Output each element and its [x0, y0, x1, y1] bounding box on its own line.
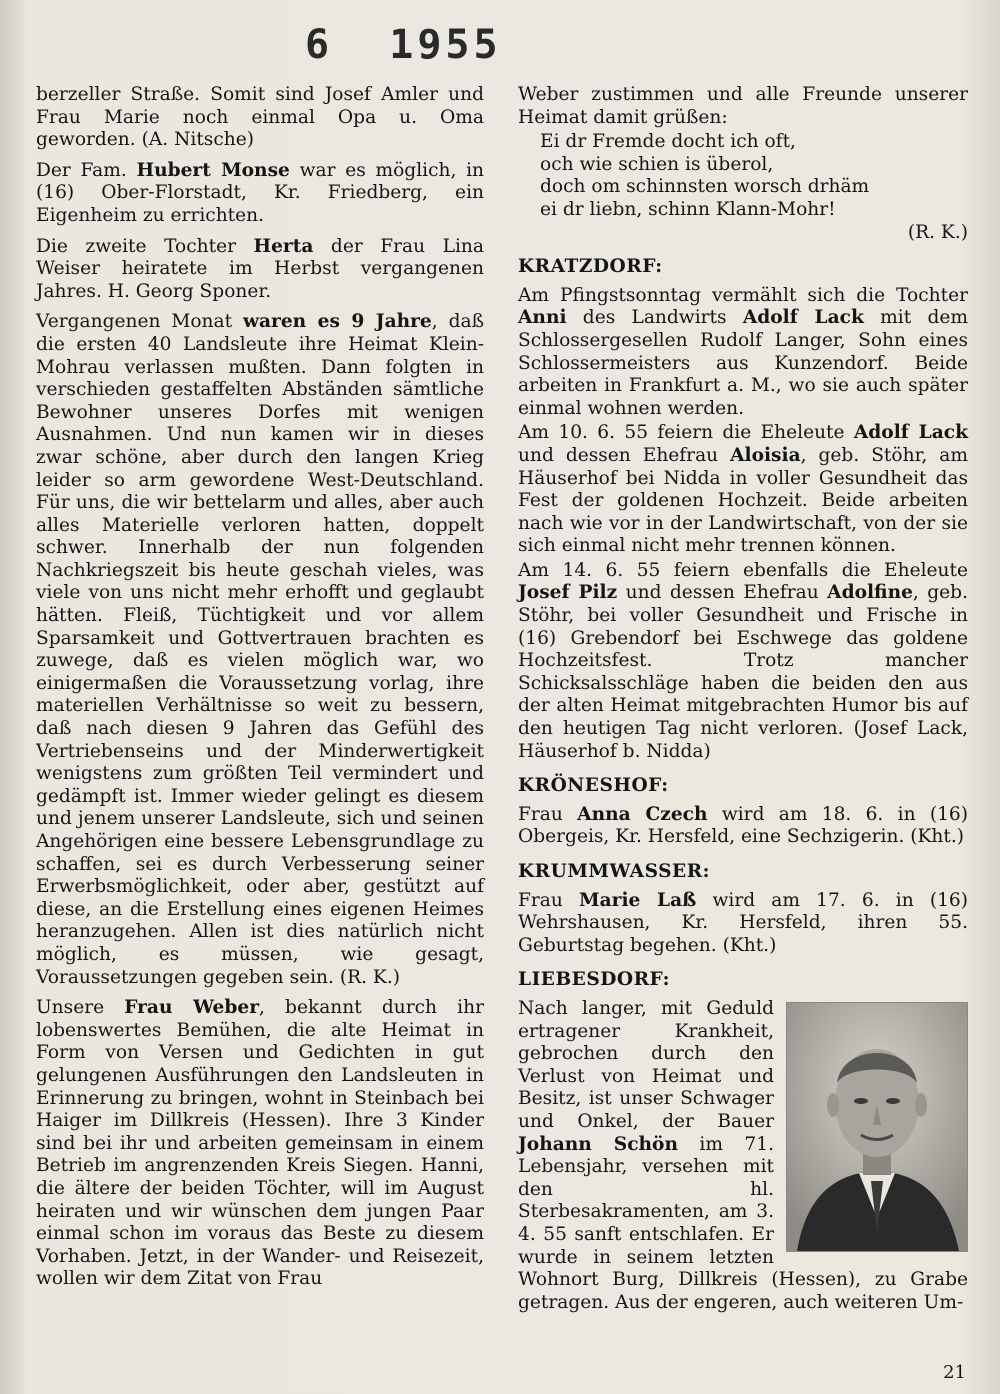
poem	[540, 131, 968, 221]
paragraph-kroeneshof: Frau Anna Czech wird am 18. 6. in (16) Obergeis, Kr. Hersfeld, eine Sechzigerin. (Kht.)	[518, 803, 969, 848]
page-number: 21	[943, 1362, 966, 1383]
paragraph-neun-jahre: Vergangenen Monat waren es 9 Jahre, daß die ersten 40 Landsleute ihre Heimat Klein-Mohrau verlassen mußten. Dann folgten in verschieden gestaffelten Abständen sämtliche Bewohner unseres Dorfes mit wenigen Ausnahmen. Und nun kamen wir in dieses zwar schöne, aber durch den langen Krieg leider so arm gewordene West-Deutschland. Für uns, die wir bettelarm und alles, aber auch alles Materielle verloren hatten, doppelt schwer. Innerhalb der nun folgenden Nachkriegszeit bis heute geschah vieles, was viele von uns nicht mehr erhofft und geglaubt hätten. Fleiß, Tüchtigkeit und vor allem Sparsamkeit und Gottvertrauen brachten es zuwege, daß es vielen möglich war, wo einigermaßen die Voraussetzung vorlag, ihre materiellen Verhältnisse so weit zu bessern, daß nach diesen 9 Jahren das Gefühl des Vertriebenseins und der Minderwertigkeit wenigstens zum größten Teil vermindert und gedämpft ist. Immer wieder gelingt es diesem und jenem unserer Landsleute, sich und seinen Angehörigen eine bessere Lebensgrundlage zu schaffen, sei es durch Verbesserung seiner Erwerbsmöglichkeit, oder aber, gestützt auf diese, an die Erstellung eines eigenen Heimes heranzugehen. Allen ist dies natürlich nicht möglich, es müssen, wie gesagt, Voraussetzungen gegeben sein. (R. K.)	[36, 311, 484, 988]
poem-line: ei dr liebn, schinn Klann-Mohr!	[540, 198, 836, 220]
paragraph-kratzdorf-2: Am 10. 6. 55 feiern die Eheleute Adolf Lack und dessen Ehefrau Aloisia, geb. Stöhr, am Häuserhof bei Nidda in voller Gesundheit das Fest der goldenen Hochzeit. Beide arbeiten nach wie vor in der Landwirtschaft, von der sie sich einmal nicht mehr trennen können.	[518, 422, 969, 557]
header-number: 6	[305, 22, 334, 68]
poem-line: doch om schinnsten worsch drhäm	[540, 176, 870, 198]
heading-krummwasser: KRUMMWASSER:	[518, 861, 711, 882]
heading-liebesdorf: LIEBESDORF:	[518, 969, 670, 991]
poem-line: Ei dr Fremde docht ich oft,	[540, 131, 796, 153]
portrait-photo	[786, 1002, 968, 1252]
poem-line: och wie schien is überol,	[540, 153, 774, 175]
paragraph-krummwasser: Frau Marie Laß wird am 17. 6. in (16) Wehrshausen, Kr. Hersfeld, ihren 55. Geburtstag begehen. (Kht.)	[518, 889, 969, 956]
heading-kratzdorf: KRATZDORF:	[518, 256, 663, 278]
paragraph-amler: berzeller Straße. Somit sind Josef Amler und Frau Marie noch einmal Opa u. Oma geworden. (A. Nitsche)	[36, 84, 484, 151]
paragraph-monse: Der Fam. Hubert Monse war es möglich, in (16) Ober-Florstadt, Kr. Friedberg, ein Eigenheim zu errichten.	[36, 159, 485, 226]
paragraph-kratzdorf-1: Am Pfingstsonntag vermählt sich die Tochter Anni des Landwirts Adolf Lack mit dem Schlossergesellen Rudolf Langer, Sohn eines Schlossermeisters aus Kunzendorf. Beide arbeiten in Frankfurt a. M., wo sie auch später einmal wohnen werden.	[518, 284, 968, 419]
left-column	[36, 84, 484, 1299]
paragraph-weber-intro: Weber zustimmen und alle Freunde unserer Heimat damit grüßen:	[518, 84, 968, 128]
paragraph-kratzdorf-3: Am 14. 6. 55 feiern ebenfalls die Eheleute Josef Pilz und dessen Ehefrau Adolfine, geb. Stöhr, bei voller Gesundheit und Frische in (16) Grebendorf bei Eschwege das goldene Hochzeitsfest. Trotz mancher Schicksalsschläge haben die beiden den aus der alten Heimat mitgebrachten Humor bis auf den heutigen Tag nicht verloren. (Josef Lack, Häuserhof b. Nidda)	[518, 559, 968, 762]
page-header	[305, 22, 502, 68]
paragraph-herta: Die zweite Tochter Herta der Frau Lina Weiser heiratete im Herbst vergangenen Jahres. H. Georg Sponer.	[36, 235, 484, 302]
paragraph-frau-weber: Unsere Frau Weber, bekannt durch ihr lobenswertes Bemühen, die alte Heimat in Form von Versen und Gedichten in gut gelungenen Ausführungen den Landsleuten in Erinnerung zu bringen, wohnt in Steinbach bei Haiger im Dillkreis (Hessen). Ihre 3 Kinder sind bei ihr und arbeiten gemeinsam in einem Betrieb im angrenzenden Kreis Siegen. Hanni, die ältere der beiden Töchter, will im August heiraten und wir wünschen dem jungen Paar einmal schon im voraus das Beste zu diesem Vorhaben. Jetzt, in der Wander- und Reisezeit, wollen wir dem Zitat von Frau	[36, 997, 484, 1290]
heading-kroeneshof: KRÖNESHOF:	[518, 775, 669, 797]
right-column	[518, 84, 968, 1322]
portrait-illustration	[787, 1003, 967, 1251]
paragraph-liebesdorf: Nach langer, mit Geduld ertragener Krankheit, gebrochen durch den Verlust von Heimat und Besitz, ist unser Schwager und Onkel, der Bauer Johann Schön im 71. Lebensjahr, versehen mit den hl. Sterbesakramenten, am 3. 4. 55 sanft entschlafen. Er wurde in seinem letzten Wohnort Burg, Dillkreis (Hessen), zu Grabe getragen. Aus der engeren, auch weiteren Um-	[518, 997, 968, 1313]
poem-signature: (R. K.)	[907, 221, 968, 243]
header-year: 1955	[389, 22, 502, 68]
